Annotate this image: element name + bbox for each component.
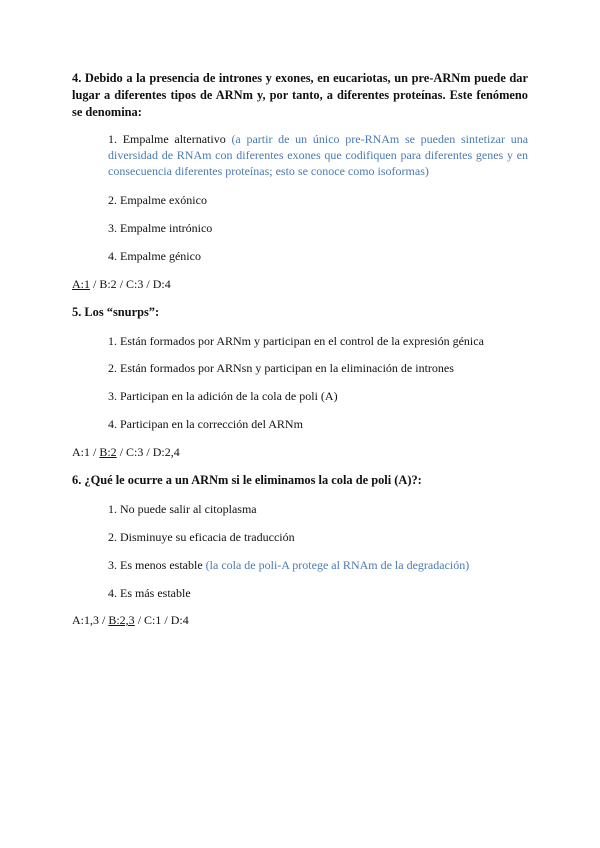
question-6-option-2: 2. Disminuye su eficacia de traducción	[108, 530, 295, 544]
answer-separator: /	[90, 445, 100, 459]
option-text: 1. Empalme alternativo	[108, 132, 226, 146]
answer-separator: /	[90, 277, 100, 291]
question-6-option-4: 4. Es más estable	[108, 586, 191, 600]
answer-d: D:4	[170, 613, 189, 627]
option-note: (a partir de un único pre-RNAm se pueden sintetizar una diversidad de RNAm con diferentes exones que codifiquen para diferentes genes y en consecuencia diferentes proteínas; esto se conoce como isoformas)	[108, 132, 529, 178]
question-4-option-4: 4. Empalme génico	[108, 249, 201, 263]
question-5-option-1: 1. Están formados por ARNm y participan en el control de la expresión génica	[108, 334, 484, 348]
answer-separator: /	[161, 613, 171, 627]
answer-b: B:2	[99, 277, 117, 291]
answer-separator: /	[116, 445, 127, 459]
answer-d: D:4	[152, 277, 171, 291]
answer-separator: /	[143, 277, 153, 291]
answer-b: B:2	[99, 445, 117, 459]
question-6-option-3	[108, 557, 528, 573]
question-4-option-2: 2. Empalme exónico	[108, 193, 207, 207]
answer-b: B:2,3	[108, 613, 135, 627]
answer-c: C:1	[144, 613, 162, 627]
answer-a: A:1,3	[72, 613, 99, 627]
option-text: 3. Es menos estable	[108, 558, 203, 572]
answer-separator: /	[134, 613, 145, 627]
answer-separator: /	[116, 277, 127, 291]
question-4-title: 4. Debido a la presencia de intrones y exones, en eucariotas, un pre-ARNm puede dar lugar a diferentes tipos de ARNm y, por tanto, a diferentes proteínas. Este fenómeno se denomina:	[72, 71, 528, 119]
question-5-title: 5. Los “snurps”:	[72, 305, 160, 319]
answer-c: C:3	[126, 445, 144, 459]
question-4-answers	[72, 276, 171, 292]
option-note: (la cola de poli-A protege al RNAm de la degradación)	[205, 558, 470, 572]
question-5-option-4: 4. Participan en la corrección del ARNm	[108, 417, 303, 431]
answer-separator: /	[143, 445, 153, 459]
answer-a: A:1	[72, 445, 90, 459]
answer-d: D:2,4	[152, 445, 180, 459]
answer-separator: /	[99, 613, 109, 627]
question-5-option-3: 3. Participan en la adición de la cola de poli (A)	[108, 389, 338, 403]
question-5-answers	[72, 444, 180, 460]
answer-a: A:1	[72, 277, 90, 291]
answer-c: C:3	[126, 277, 144, 291]
question-6-title: 6. ¿Qué le ocurre a un ARNm si le eliminamos la cola de poli (A)?:	[72, 473, 422, 487]
question-4-option-3: 3. Empalme intrónico	[108, 221, 213, 235]
question-4-option-1	[108, 131, 528, 179]
question-6-answers	[72, 612, 189, 628]
question-6-option-1: 1. No puede salir al citoplasma	[108, 502, 257, 516]
question-5-option-2: 2. Están formados por ARNsn y participan en la eliminación de intrones	[108, 361, 454, 375]
